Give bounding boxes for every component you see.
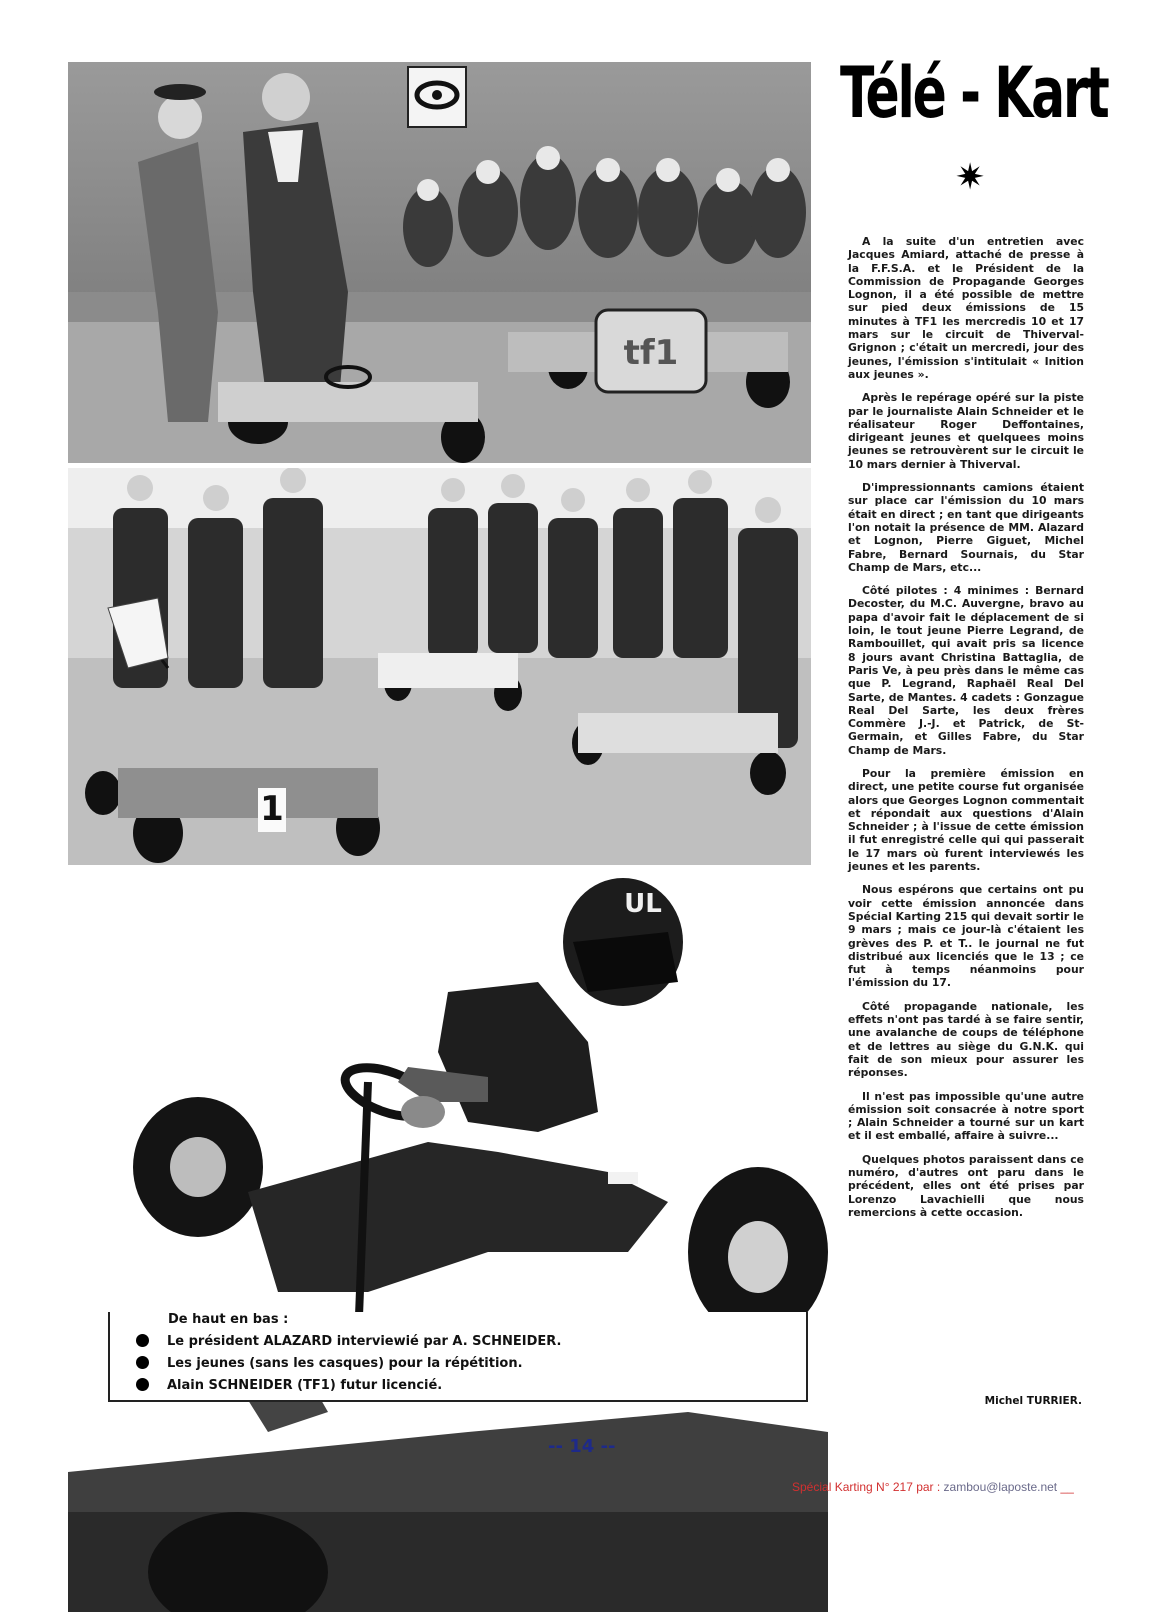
bullet-icon bbox=[136, 1334, 149, 1347]
tv-logo-text: tf1 bbox=[623, 333, 679, 373]
page-footer bbox=[792, 1480, 1074, 1494]
bullet-icon bbox=[136, 1356, 149, 1369]
article-signature: Michel TURRIER. bbox=[984, 1395, 1082, 1407]
kart-number-text: 1 bbox=[260, 789, 284, 829]
article-paragraph: A la suite d'un entretien avec Jacques Amiard, attaché de presse à la F.F.S.A. et le Président de la Commission de Propagande Georges Lognon, il a été possible de mettre sur pied deux émissions de 15 minutes à TF1 les mercredis 10 et 17 mars sur le circuit de Thiverval-Grignon ; c'était un mercredi, jour des jeunes, l'émission s'intitulait « Inition aux jeunes ». bbox=[848, 235, 1084, 381]
caption-line-text: Alain SCHNEIDER (TF1) futur licencié. bbox=[167, 1378, 443, 1393]
article-body bbox=[848, 235, 1084, 1229]
footer-email-link[interactable]: zambou@laposte.net bbox=[943, 1480, 1058, 1494]
caption-line-text: Les jeunes (sans les casques) pour la répétition. bbox=[167, 1356, 523, 1371]
caption-line bbox=[136, 1334, 561, 1349]
article-paragraph: Pour la première émission en direct, une petite course fut organisée alors que Georges Lognon commentait et répondait aux questions d'Alain Schneider ; à l'issue de cette émission il fut enregistré celle qui qui passerait le 17 mars où furent interviewés les jeunes et les parents. bbox=[848, 766, 1084, 874]
photo-caption-box bbox=[108, 1312, 808, 1402]
article-paragraph: Quelques photos paraissent dans ce numéro, d'autres ont paru dans le précédent, elles ont été prises par Lorenzo Lavachielli que nous remercions à cette occasion. bbox=[848, 1152, 1084, 1219]
photo-interview bbox=[68, 62, 811, 463]
page-number: -- 14 -- bbox=[548, 1436, 616, 1457]
article-paragraph: D'impressionnants camions étaient sur place car l'émission du 10 mars était en direct ; en tant que dirigeants l'on notait la présence de MM. Alazard et Lognon, Pierre Giguet, Michel Fabre, Bernard Sournais, du Star Champ de Mars, etc... bbox=[848, 481, 1084, 574]
article-paragraph: Nous espérons que certains ont pu voir cette émission annoncée dans Spécial Karting 215 qui devait sortir le 9 mars ; mais ce jour-là c'étaient les grèves des P. et T.. le journal ne fut distribué aux licenciés que le 13 ; ce fut à temps néanmoins pour l'émission du 17. bbox=[848, 883, 1084, 990]
caption-line-text: Le président ALAZARD interviewié par A. SCHNEIDER. bbox=[167, 1334, 562, 1349]
caption-line bbox=[136, 1356, 523, 1371]
photo-rehearsal bbox=[68, 468, 811, 865]
article-paragraph: Après le repérage opéré sur la piste par le journaliste Alain Schneider et le réalisateur Roger Deffontaines, dirigeant jeunes et quelquees moins jeunes se retrouvèrent sur le circuit le 10 mars dernier à Thiverval. bbox=[848, 391, 1084, 471]
bullet-icon bbox=[136, 1378, 149, 1391]
article-paragraph: Côté propagande nationale, les effets n'ont pas tardé à se faire sentir, une avalanche de coups de téléphone et de lettres au siège du G.N.K. qui fait de son mieux pour assurer les réponses. bbox=[848, 999, 1084, 1080]
footer-tail: __ bbox=[1057, 1480, 1074, 1494]
caption-line bbox=[136, 1378, 442, 1393]
article-paragraph: Côté pilotes : 4 minimes : Bernard Decoster, du M.C. Auvergne, bravo au papa d'avoir fait le déplacement de si loin, le tout jeune Pierre Legrand, de Rambouillet, qui avait pris sa licence 8 jours avant Christina Battaglia, de Paris Ve, à peu près dans le même cas que P. Legrand, Raphaël Real Del Sarte, de Mantes. 4 cadets : Gonzague Real Del Sarte, les deux frères Commère J.-J. et Patrick, de St-Germain, et Gilles Fabre, du Star Champ de Mars. bbox=[848, 584, 1084, 757]
photo-driver-kart bbox=[68, 872, 828, 1612]
helmet-text: UL bbox=[624, 889, 662, 919]
ornament-star-icon: ✷ bbox=[955, 157, 986, 198]
footer-source: Spécial Karting N° 217 par : bbox=[792, 1480, 944, 1494]
caption-heading: De haut en bas : bbox=[168, 1312, 289, 1327]
article-paragraph: Il n'est pas impossible qu'une autre émission soit consacrée à notre sport ; Alain Schneider a tourné sur un kart et il est emballé, affaire à suivre... bbox=[848, 1089, 1084, 1143]
article-title: Télé - Kart bbox=[840, 52, 1108, 134]
